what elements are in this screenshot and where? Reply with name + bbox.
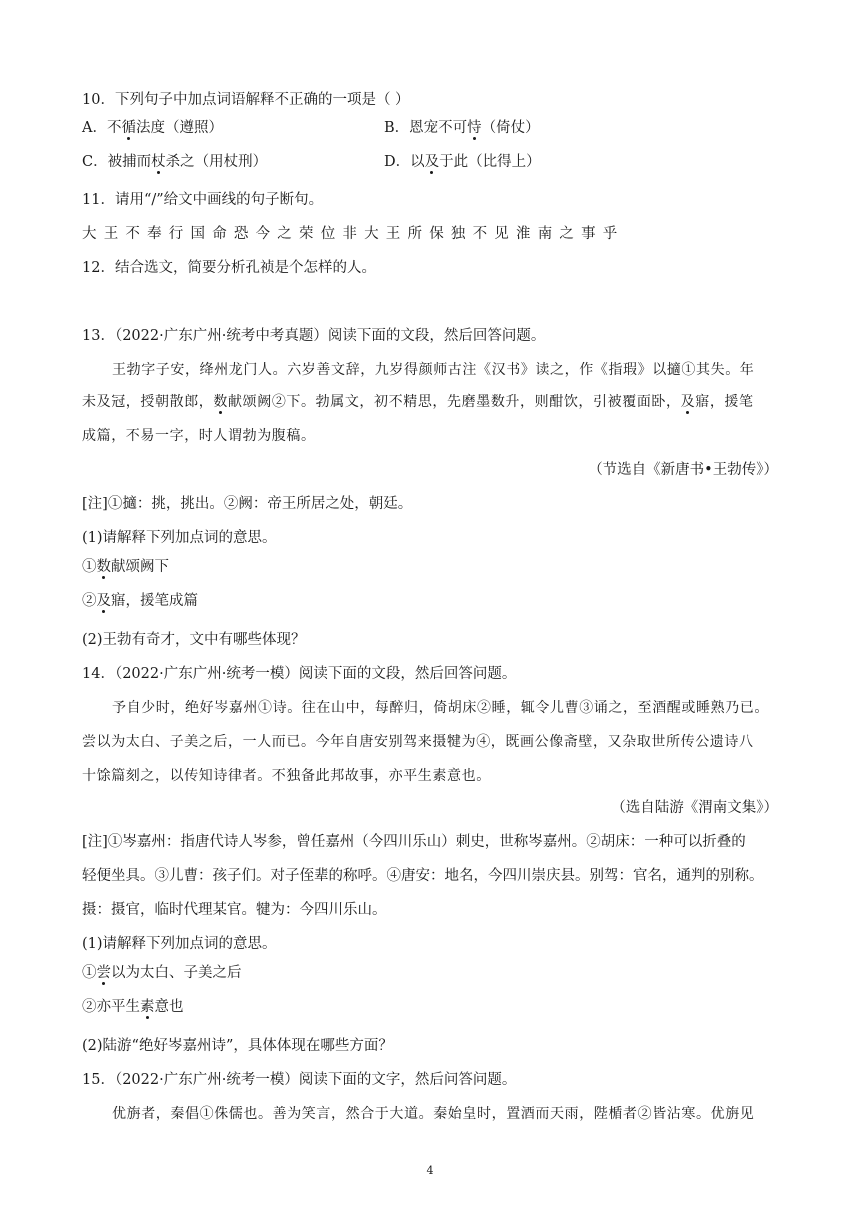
option-d-post: 于此（比得上）	[439, 154, 541, 170]
q13-passage-line-3: 成篇，不易一字，时人谓勃为腹稿。	[82, 428, 316, 444]
q10-option-c[interactable]	[82, 152, 267, 172]
q11-stem: 11．请用“/”给文中画线的句子断句。	[82, 192, 324, 208]
item-marker: ①	[82, 965, 97, 981]
option-b-post: （倚仗）	[481, 120, 540, 136]
q14-stem: 14．（2022·广东广州·统考一模）阅读下面的文段，然后回答问题。	[82, 666, 517, 682]
passage-text: 寤，援笔	[695, 394, 754, 410]
q14-passage-line-2: 尝以为太白、子美之后，一人而已。今年自唐安别驾来摄犍为④，既画公像斋壁，又杂取世所传公遗诗八	[82, 734, 754, 750]
option-b-dotted-word: 恃	[467, 120, 482, 136]
q13-sub1: (1)请解释下列加点词的意思。	[82, 530, 277, 546]
option-a-dotted-word: 循	[121, 120, 136, 136]
option-a-post: 法度（遵照）	[135, 120, 223, 136]
item-marker: ②	[82, 593, 97, 609]
q10-option-b[interactable]	[384, 118, 540, 138]
passage-text: 未及冠，授朝散郎，	[82, 394, 214, 410]
q12-stem: 12．结合选文，简要分析孔祯是个怎样的人。	[82, 260, 376, 276]
q14-note-line-2: 轻便坐具。③儿曹：孩子们。对子侄辈的称呼。④唐安：地名，今四川崇庆县。别驾：官名，通判的别称。	[82, 868, 764, 884]
q15-stem: 15．（2022·广东广州·统考一模）阅读下面的文字，然后问答问题。	[82, 1072, 517, 1088]
q13-sub2: (2)王勃有奇才，文中有哪些体现？	[82, 632, 306, 648]
option-d-dotted-word: 及	[424, 154, 440, 170]
q14-note-line-1: [注]①岑嘉州：指唐代诗人岑参，曾任嘉州（今四川乐山）刺史，世称岑嘉州。②胡床：一种可以折叠的	[82, 834, 746, 850]
option-b-pre: B．恩宠不可	[384, 120, 468, 136]
q10-option-d[interactable]	[384, 152, 541, 172]
q13-stem: 13．（2022·广东广州·统考中考真题）阅读下面的文段，然后回答问题。	[82, 328, 546, 344]
option-d-pre: D．以	[384, 154, 425, 170]
q13-passage-line-2	[82, 392, 754, 412]
passage-text: 献颂阙②下。勃属文，初不精思，先磨墨数升，则酣饮，引被覆面卧，	[228, 394, 681, 410]
item-text: 意也	[154, 999, 184, 1015]
q14-sub1: (1)请解释下列加点词的意思。	[82, 936, 277, 952]
item-text: 寤，援笔成篇	[111, 593, 198, 609]
q14-note-line-3: 摄：摄官，临时代理某官。犍为：今四川乐山。	[82, 902, 387, 918]
item-marker: ①	[82, 559, 97, 575]
q10-option-a[interactable]	[82, 118, 223, 138]
option-c-dotted-word: 杖	[151, 154, 166, 170]
page-number: 4	[426, 1164, 434, 1177]
item-text: 以为太白、子美之后	[111, 965, 242, 981]
option-c-post: 杀之（用杖刑）	[165, 154, 268, 170]
q11-sentence: 大王不奉行国命恐今之荣位非大王所保独不见淮南之事乎	[82, 226, 625, 242]
dotted-word: 及	[96, 593, 111, 609]
dotted-word: 数	[213, 394, 229, 410]
q14-sub2: (2)陆游“绝好岑嘉州诗”，具体体现在哪些方面？	[82, 1038, 393, 1054]
dotted-word: 素	[140, 999, 155, 1015]
dotted-word: 及	[680, 394, 696, 410]
q14-source: （选自陆游《渭南文集》）	[611, 800, 778, 816]
dotted-word: 尝	[96, 965, 111, 981]
q13-item-2	[82, 591, 198, 611]
q14-passage-line-3: 十馀篇刻之，以传知诗律者。不独备此邦故事，亦平生素意也。	[82, 768, 491, 784]
option-c-pre: C．被捕而	[82, 154, 152, 170]
q14-item-2	[82, 997, 184, 1017]
item-text: 献颂阙下	[111, 559, 169, 575]
dotted-word: 数	[96, 559, 111, 575]
q14-passage-line-1: 予自少时，绝好岑嘉州①诗。往在山中，每醉归，倚胡床②睡，辄令儿曹③诵之，至酒醒或睡熟乃已。	[112, 700, 769, 716]
q13-note: [注]①擿：挑，挑出。②阙：帝王所居之处，朝廷。	[82, 496, 413, 512]
q13-passage-line-1: 王勃字子安，绛州龙门人。六岁善文辞，九岁得颜师古注《汉书》读之，作《指瑕》以擿①其失。年	[112, 362, 755, 378]
option-a-pre: A．不	[82, 120, 122, 136]
q13-item-1	[82, 557, 169, 577]
item-marker: ②亦平生	[82, 999, 140, 1015]
q15-passage-line-1: 优旃者，秦倡①侏儒也。善为笑言，然合于大道。秦始皇时，置酒而天雨，陛楯者②皆沾寒。优旃见	[112, 1106, 755, 1122]
q14-item-1	[82, 963, 242, 983]
q13-source: （节选自《新唐书•王勃传》）	[588, 462, 778, 478]
q10-stem: 10．下列句子中加点词语解释不正确的一项是（ ）	[82, 92, 410, 108]
